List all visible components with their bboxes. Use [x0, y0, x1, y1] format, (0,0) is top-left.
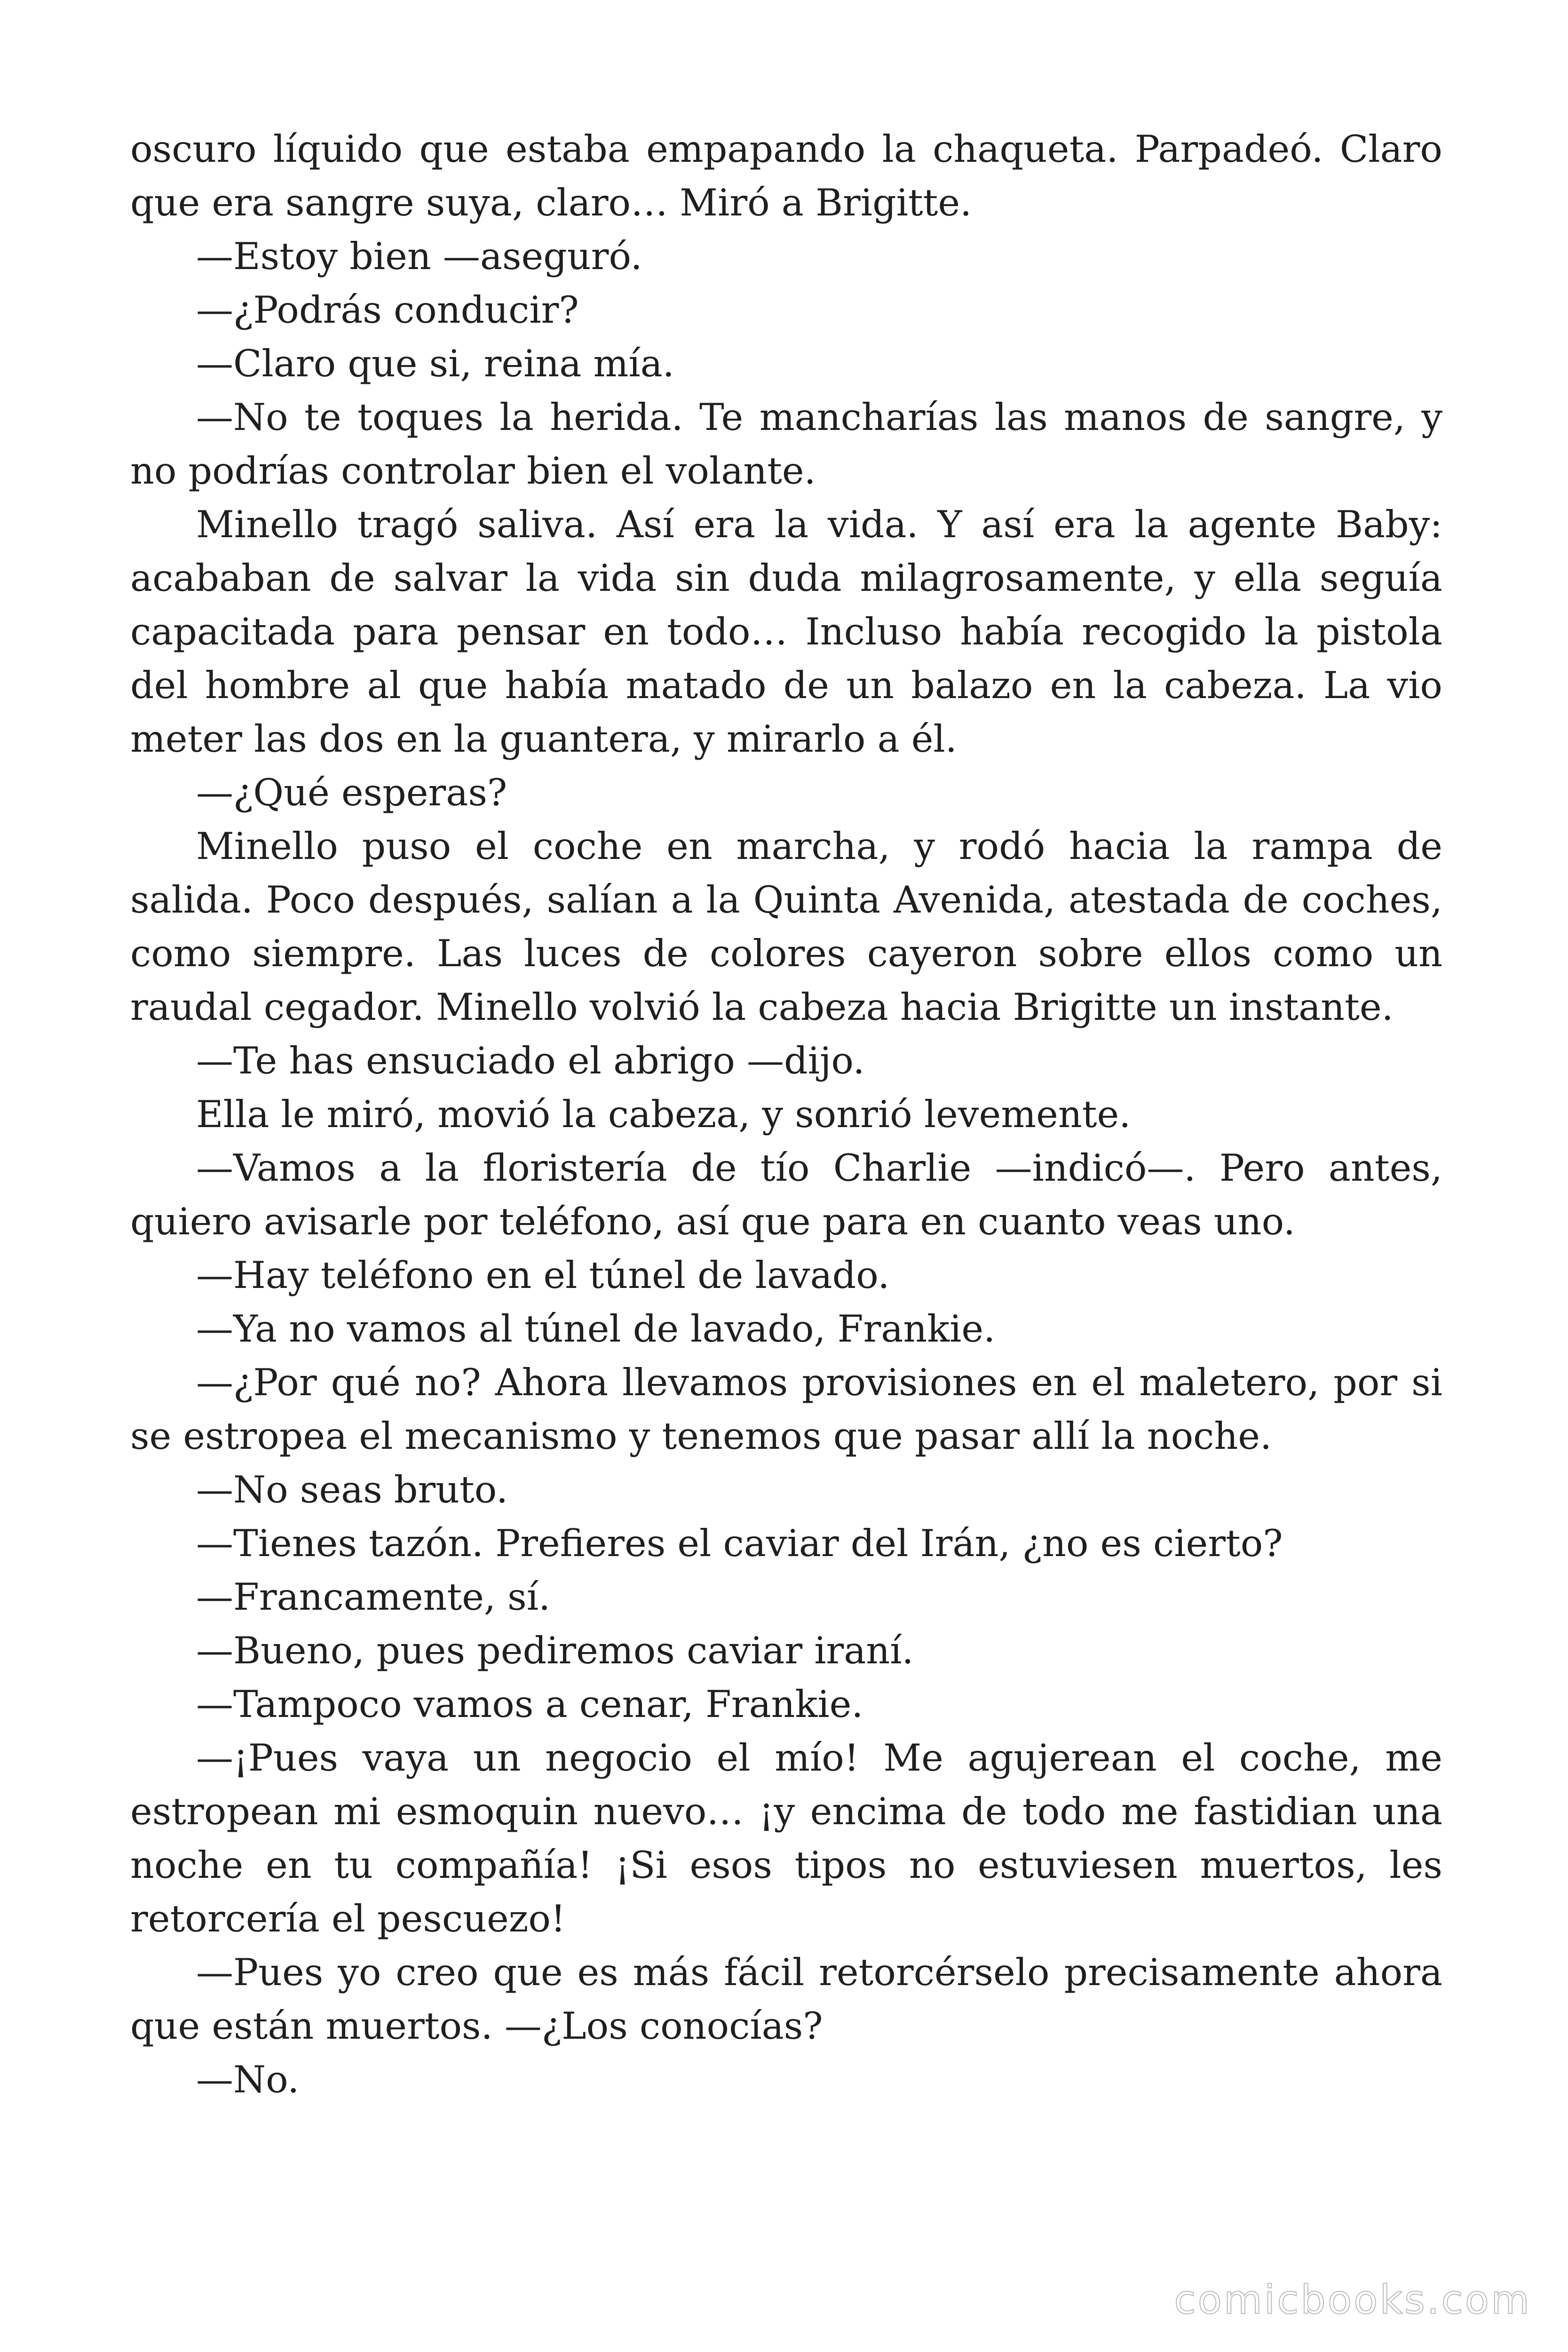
paragraph: oscuro líquido que estaba empapando la chaqueta. Parpadeó. Claro que era sangre suya, claro… Miró a Brigitte.	[130, 127, 1442, 224]
paragraph: —¿Por qué no? Ahora llevamos provisiones en el maletero, por si se estropea el mecanismo y tenemos que pasar allí la noche.	[130, 1361, 1442, 1458]
paragraph: Ella le miró, movió la cabeza, y sonrió levemente.	[196, 1093, 1131, 1136]
paragraph: —Claro que si, reina mía.	[196, 342, 674, 385]
paragraph: —Francamente, sí.	[196, 1575, 551, 1619]
paragraph: —No.	[196, 2058, 300, 2101]
paragraph: —Tampoco vamos a cenar, Frankie.	[196, 1683, 863, 1726]
book-page-text	[130, 122, 1442, 2106]
paragraph: —Pues yo creo que es más fácil retorcérselo precisamente ahora que están muertos. —¿Los conocías?	[130, 1951, 1442, 2048]
paragraph: —Ya no vamos al túnel de lavado, Frankie.	[196, 1307, 996, 1351]
paragraph: —¡Pues vaya un negocio el mío! Me agujerean el coche, me estropean mi esmoquin nuevo… ¡y encima de todo me fastidian una noche en tu compañía! ¡Si esos tipos no estuviesen muertos, les retorcería el pescuezo!	[130, 1736, 1442, 1940]
paragraph: —No te toques la herida. Te mancharías las manos de sangre, y no podrías controlar bien el volante.	[130, 396, 1442, 493]
paragraph: —¿Qué esperas?	[196, 771, 507, 814]
paragraph: Minello puso el coche en marcha, y rodó hacia la rampa de salida. Poco después, salían a la Quinta Avenida, atestada de coches, como siempre. Las luces de colores cayeron sobre ellos como un raudal cegador. Minello volvió la cabeza hacia Brigitte un instante.	[130, 825, 1442, 1029]
paragraph: Minello tragó saliva. Así era la vida. Y así era la agente Baby: acababan de salvar la vida sin duda milagrosamente, y ella seguía capacitada para pensar en todo… Incluso había recogido la pistola del hombre al que había matado de un balazo en la cabeza. La vio meter las dos en la guantera, y mirarlo a él.	[130, 503, 1442, 761]
paragraph: —Estoy bien —aseguró.	[196, 235, 642, 278]
paragraph: —Bueno, pues pediremos caviar iraní.	[196, 1629, 914, 1672]
paragraph: —Tienes tazón. Prefieres el caviar del Irán, ¿no es cierto?	[196, 1522, 1283, 1565]
paragraph: —¿Podrás conducir?	[196, 288, 579, 332]
paragraph: —Hay teléfono en el túnel de lavado.	[196, 1254, 890, 1297]
paragraph: —No seas bruto.	[196, 1468, 508, 1511]
paragraph: —Te has ensuciado el abrigo —dijo.	[196, 1039, 865, 1082]
watermark: comicbooks.com	[1174, 2277, 1531, 2323]
paragraph: —Vamos a la floristería de tío Charlie —indicó—. Pero antes, quiero avisarle por teléfono, así que para en cuanto veas uno.	[130, 1146, 1442, 1243]
